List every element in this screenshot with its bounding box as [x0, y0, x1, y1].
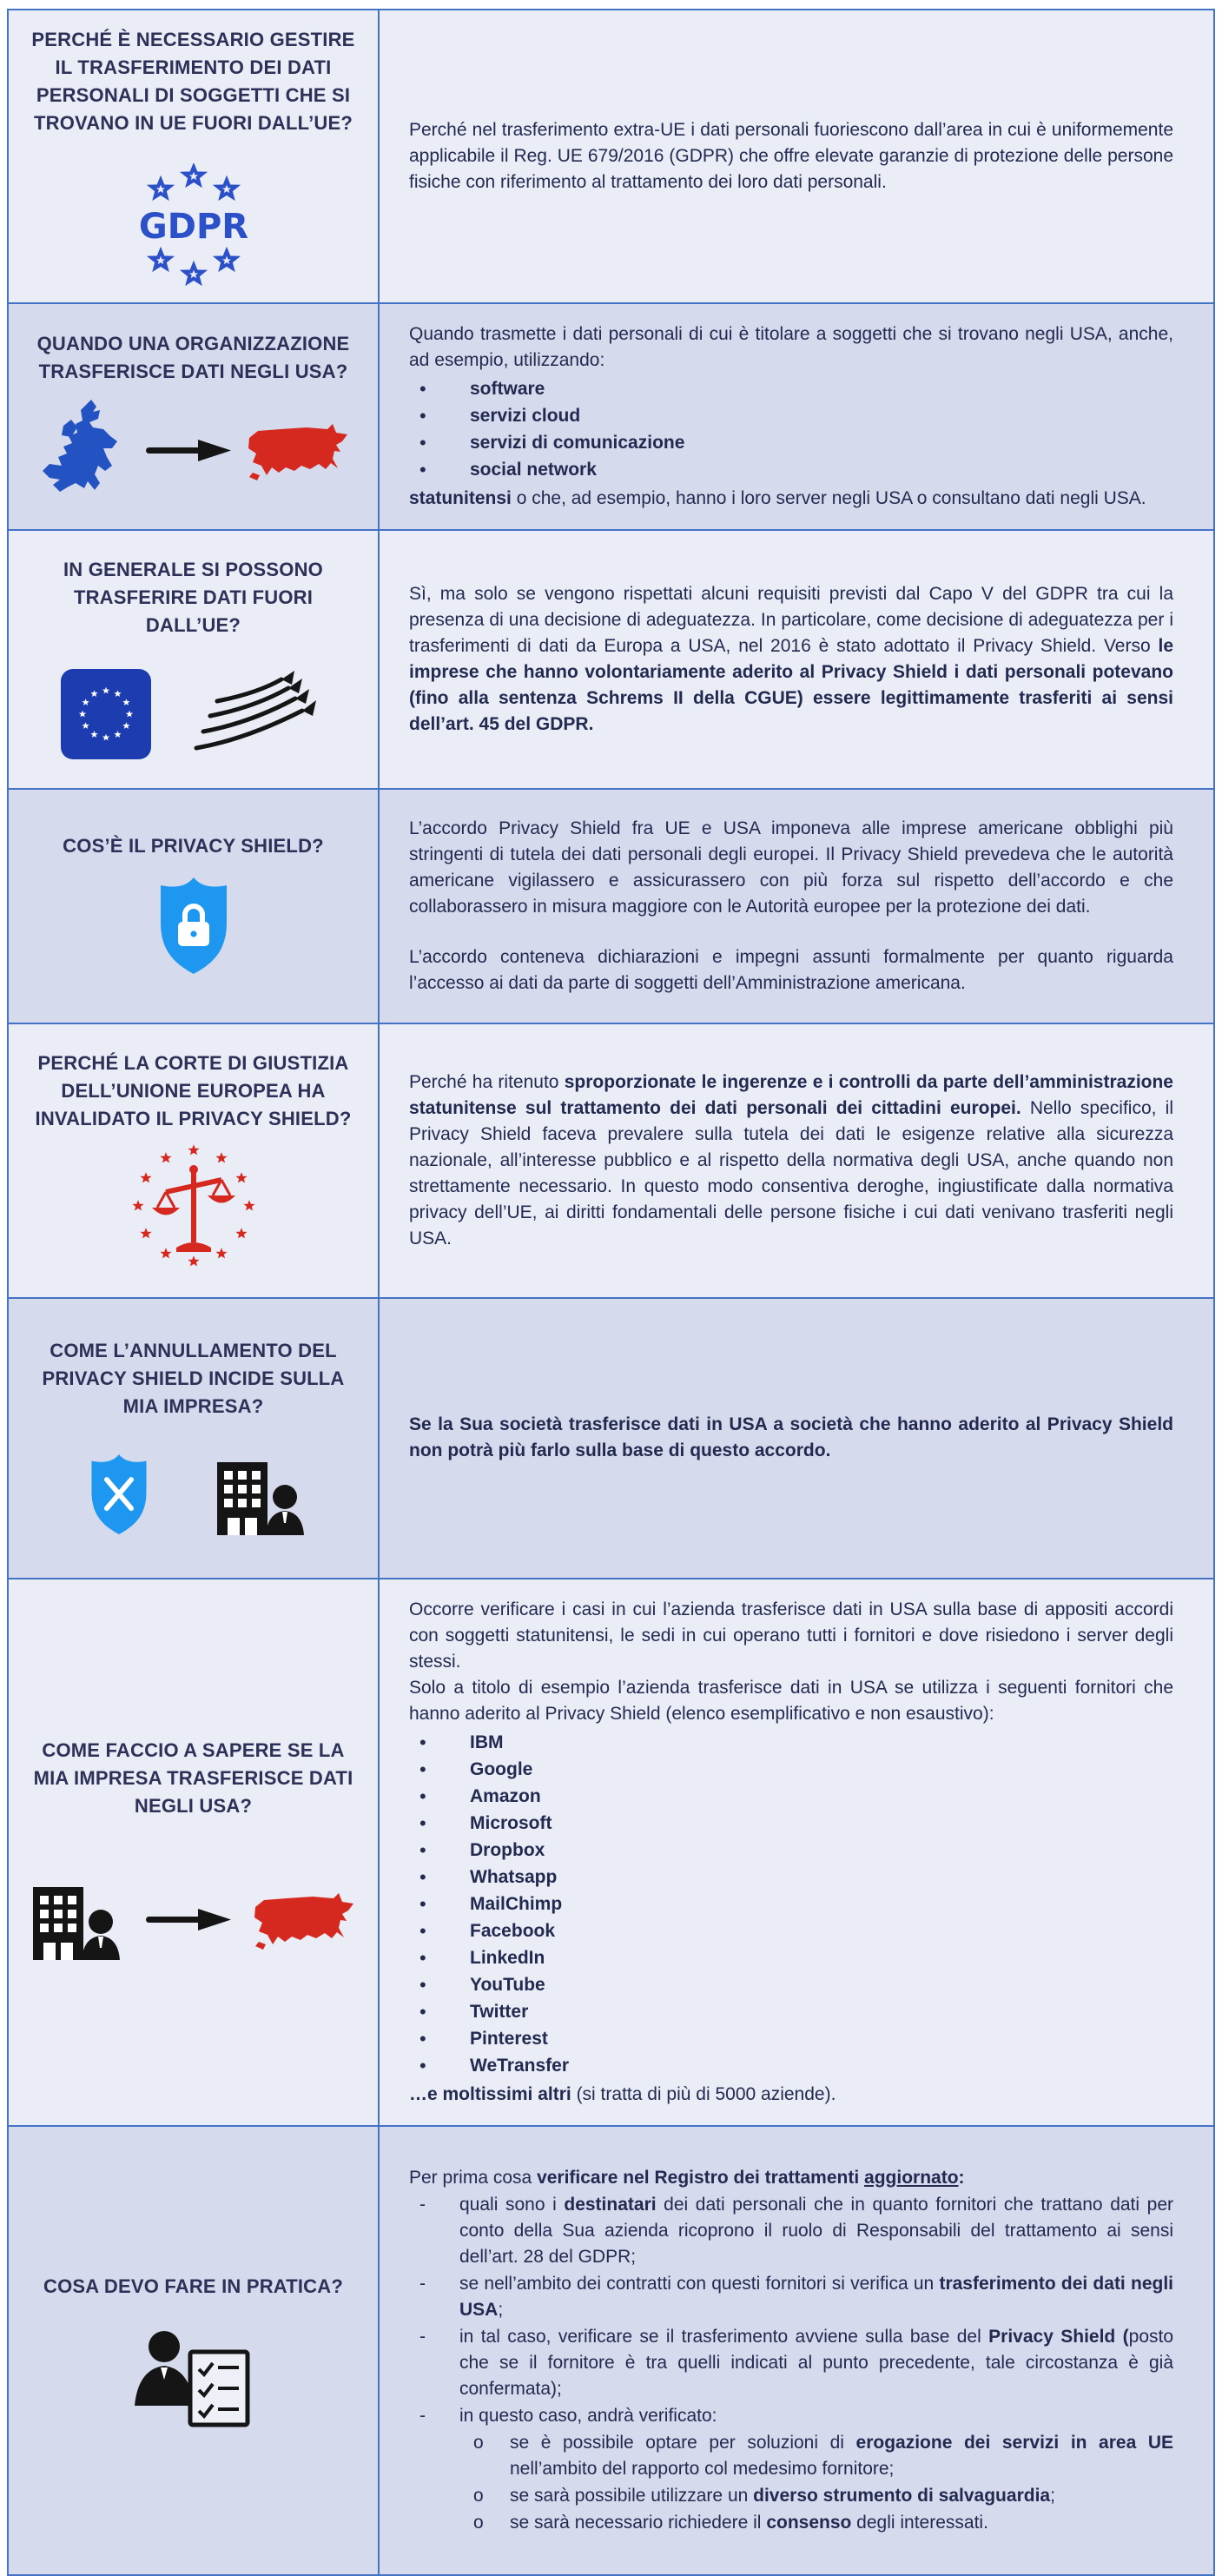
bullet-item [409, 1838, 1173, 1864]
bold-text: MailChimp [470, 1893, 563, 1914]
bullet-item [409, 1864, 1173, 1891]
bold-text: Privacy Shield ( [988, 2326, 1129, 2347]
arrowheads [281, 671, 316, 716]
table-row [9, 1023, 1213, 1297]
eu-flag-outbound-arrows-icon [59, 666, 328, 763]
bold-text: LinkedIn [470, 1947, 545, 1968]
paragraph: Per prima cosa verificare nel Registro dei trattamenti aggiornato: [409, 2167, 965, 2188]
table-row [9, 1578, 1213, 2125]
paragraph [409, 1412, 1173, 1464]
bold-text: trasferimento dei dati negli USA [459, 2273, 1173, 2320]
bold-text: verificare nel Registro dei trattamenti [537, 2167, 865, 2188]
bullet-item [409, 1757, 1173, 1783]
answer-cell-8 [380, 2127, 1213, 2574]
eu-to-usa-transfer-icon [37, 398, 350, 502]
bold-text: social network [470, 459, 597, 480]
sub-item-text: se sarà necessario richiedere il consenso degli interessati. [510, 2513, 988, 2533]
table-row [9, 10, 1213, 302]
bullet-item [409, 1999, 1173, 2025]
bold-text: servizi di comunicazione [470, 432, 685, 453]
bullet-list [409, 375, 1173, 484]
bullet-item [409, 2053, 1173, 2079]
question-text: COME FACCIO A SAPERE SE LA MIA IMPRESA TRASFERISCE DATI NEGLI USA? [33, 1738, 353, 1817]
question-text: PERCHÉ È NECESSARIO GESTIRE IL TRASFERIMENTO DEI DATI PERSONALI DI SOGGETTI CHE SI TROVANO IN UE FUORI DALL’UE? [31, 29, 355, 134]
bold-text: IBM [470, 1732, 504, 1752]
bullet-item [409, 403, 1173, 429]
table-row [9, 1297, 1213, 1578]
paragraph: L’accordo Privacy Shield fra UE e USA imponeva alle imprese americane obblighi più stringenti di tutela dei dati personali degli europei. Il Privacy Shield prevedeva che le autorità americane vigilassero e assicurassero con più forza sul rispetto dell’accordo e che collaborassero in misura maggiore con le Autorità europee per la protezione dei dati. [409, 818, 1173, 917]
gdpr-icon-label: GDPR [138, 206, 248, 247]
bold-text: Microsoft [470, 1812, 552, 1833]
question-cell-3 [9, 531, 380, 788]
shield-lock-icon [150, 872, 237, 979]
company-to-usa-icon [24, 1872, 363, 1968]
paragraph: Perché ha ritenuto sproporzionate le ingerenze e i controlli da parte dell’amministrazione statunitense sul trattamento dei dati personali dei cittadini europei. Nello specifico, il Privacy Shield faceva prevalere sulla tutela dei dati le esigenze relative alla sicurezza nazionale, all’interesse pubblico e al rispetto della normativa degli USA, anche quando non strettamente necessario. In questo modo consentiva deroghe, ingiustificate dalla normativa privacy dell’UE, ai diritti fondamentali delle persone fisiche i cui dati venivano trasferiti negli USA. [409, 1071, 1173, 1248]
underlined-text: aggiornato [864, 2167, 959, 2188]
bold-text: sproporzionate le ingerenze e i controlli da parte dell’amministrazione statunitense sul trattamento dei dati personali dei cittadini europei. [409, 1071, 1173, 1118]
bullet-item [409, 1784, 1173, 1810]
dash-item [409, 2403, 1173, 2429]
bold-text: servizi cloud [470, 405, 581, 426]
bold-text: le imprese che hanno volontariamente aderito al Privacy Shield i dati personali potevano (fino alla sentenza Schrems II della CGUE) essere legittimamente trasferiti ai sensi dell’art. 45 del GDPR. [409, 635, 1173, 734]
company-person-icon [33, 1887, 120, 1960]
bullet-item [409, 376, 1173, 402]
paragraph: L’accordo conteneva dichiarazioni e impegni assunti formalmente per quanto riguarda l’accesso ai dati da parte di soggetti dell’Amministrazione americana. [409, 946, 1173, 993]
dash-item [409, 2192, 1173, 2270]
circle-marker: o [473, 2486, 484, 2506]
bold-text: Amazon [470, 1785, 541, 1806]
bold-text: : [958, 2167, 965, 2188]
table-row [9, 2125, 1213, 2574]
question-cell-1 [9, 10, 380, 302]
answer-cell-7 [380, 1579, 1213, 2125]
usa-map-icon [248, 424, 347, 480]
usa-map-icon [254, 1893, 353, 1950]
bold-text: diverso strumento di salvaguardia [753, 2486, 1051, 2506]
answer-cell-2 [380, 304, 1213, 529]
bold-text: consenso [766, 2513, 852, 2533]
question-text: COSA DEVO FARE IN PRATICA? [43, 2275, 343, 2297]
bold-text: Pinterest [470, 2028, 548, 2049]
dash-item-text: se nell’ambito dei contratti con questi fornitori si verifica un trasferimento dei dati negli USA; [459, 2273, 1173, 2320]
person-icon [135, 2331, 194, 2406]
dash-marker: - [419, 2194, 426, 2215]
table-row [9, 529, 1213, 788]
bullet-item [409, 2026, 1173, 2052]
bold-text: WeTransfer [470, 2055, 569, 2076]
dash-marker: - [419, 2326, 426, 2347]
bullet-item [409, 1730, 1173, 1756]
bold-text: …e moltissimi altri [409, 2083, 571, 2104]
paragraph: Solo a titolo di esempio l’azienda trasferisce dati in USA se utilizza i seguenti fornitori che hanno aderito al Privacy Shield (elenco esemplificativo e non esaustivo): [409, 1677, 1173, 1724]
bullet-item [409, 1945, 1173, 1971]
bullet-item [409, 1811, 1173, 1837]
answer-cell-4 [380, 790, 1213, 1023]
sub-item [461, 2430, 1173, 2482]
question-cell-2 [9, 304, 380, 529]
europe-map-icon [43, 400, 117, 492]
gdpr-stars-icon [124, 163, 263, 287]
person-checklist-icon [124, 2326, 263, 2428]
paragraph: Occorre verificare i casi in cui l’azienda trasferisce dati in USA sulla base di appositi accordi con soggetti statunitensi, le sedi in cui operano tutti i fornitori e dove risiedono i server degli stessi. [409, 1599, 1173, 1672]
paragraph: statunitensi o che, ad esempio, hanno i loro server negli USA o consultano dati negli USA. [409, 487, 1146, 508]
bullet-item [409, 430, 1173, 456]
table-row [9, 788, 1213, 1023]
bold-text: Google [470, 1758, 533, 1779]
question-cell-8 [9, 2127, 380, 2574]
bullet-item [409, 1918, 1173, 1944]
question-text: COME L’ANNULLAMENTO DEL PRIVACY SHIELD INCIDE SULLA MIA IMPRESA? [42, 1340, 345, 1418]
table-row [9, 302, 1213, 529]
bold-text: Se la Sua società trasferisce dati in USA a società che hanno aderito al Privacy Shield non potrà più farlo sulla base di questo accordo. [409, 1414, 1173, 1461]
sub-item-text: se è possibile optare per soluzioni di erogazione dei servizi in area UE nell’ambito del rapporto col medesimo fornitore; [510, 2433, 1174, 2480]
bold-text: Facebook [470, 1920, 556, 1941]
question-cell-7 [9, 1579, 380, 2125]
dash-item-text: in tal caso, verificare se il trasferimento avviene sulla base del Privacy Shield (posto che se il fornitore è tra quelli indicati al punto precedente, tale circostanza è già confermata); [459, 2326, 1174, 2399]
dash-item [409, 2324, 1173, 2402]
dash-item-text: in questo caso, andrà verificato: [459, 2406, 717, 2426]
bold-text: Twitter [470, 2001, 529, 2022]
bold-text: erogazione dei servizi in area UE [855, 2433, 1174, 2453]
question-text: QUANDO UNA ORGANIZZAZIONE TRASFERISCE DATI NEGLI USA? [36, 333, 350, 383]
bold-text: Whatsapp [470, 1866, 558, 1887]
eu-flag-icon [61, 669, 151, 759]
dash-item-text: quali sono i destinatari dei dati personali che in quanto fornitori che trattano dati per conto della Sua azienda ricoprono il ruolo di Responsabili del trattamento ai sensi dell’art. 28 del GDPR; [459, 2194, 1173, 2267]
bullet-item [409, 457, 1173, 483]
sub-item-text: se sarà possibile utilizzare un diverso strumento di salvaguardia; [510, 2486, 1055, 2506]
shield-x-icon [82, 1450, 156, 1539]
paragraph: Perché nel trasferimento extra-UE i dati personali fuoriescono dall’area in cui è uniformemente applicabile il Reg. UE 679/2016 (GDPR) che offre elevate garanzie di protezione delle persone fisiche con riferimento al trattamento dei loro dati personali. [409, 119, 1173, 192]
bold-text: statunitensi [409, 487, 512, 508]
bullet-item [409, 1891, 1173, 1917]
question-text: COS’È IL PRIVACY SHIELD? [63, 835, 324, 858]
answer-cell-5 [380, 1024, 1213, 1297]
bold-text: YouTube [470, 1974, 545, 1995]
scales-icon [152, 1165, 235, 1252]
paragraph: …e moltissimi altri (si tratta di più di 5000 aziende). [409, 2083, 836, 2104]
arrow-right-icon [146, 440, 231, 461]
dash-marker: - [419, 2406, 426, 2426]
checklist-icon [190, 2352, 248, 2425]
icon-group [82, 1450, 306, 1539]
sub-item [461, 2510, 1173, 2536]
outbound-arrows-icon [196, 679, 302, 748]
faq-table [7, 9, 1215, 2576]
answer-cell-3 [380, 531, 1213, 788]
question-cell-6 [9, 1299, 380, 1578]
circle-marker: o [473, 2433, 484, 2453]
paragraph: Sì, ma solo se vengono rispettati alcuni requisiti previsti dal Capo V del GDPR tra cui la presenza di una decisione di adeguatezza. In particolare, come decisione di adeguatezza per i trasferimenti di dati da Europa a USA, nel 2016 è stato adottato il Privacy Shield. Verso le imprese che hanno volontariamente aderito al Privacy Shield i dati personali potevano (fino alla sentenza Schrems II della CGUE) essere legittimamente trasferiti ai sensi dell’art. 45 del GDPR. [409, 583, 1173, 734]
answer-cell-6 [380, 1299, 1213, 1578]
dash-item [409, 2271, 1173, 2323]
justice-scales-stars-icon [129, 1142, 259, 1272]
question-text: IN GENERALE SI POSSONO TRASFERIRE DATI FUORI DALL’UE? [63, 558, 323, 636]
question-cell-4 [9, 790, 380, 1023]
arrow-right-icon [146, 1909, 231, 1930]
bold-text: Dropbox [470, 1839, 545, 1860]
bold-text: destinatari [564, 2194, 657, 2215]
company-person-icon [217, 1452, 306, 1537]
paragraph: Quando trasmette i dati personali di cui è titolare a soggetti che si trovano negli USA, anche, ad esempio, utilizzando: [409, 323, 1173, 370]
bullet-item [409, 1972, 1173, 1998]
dash-marker: - [419, 2273, 426, 2294]
question-cell-5 [9, 1024, 380, 1297]
bullet-list [409, 1729, 1173, 2080]
answer-cell-1 [380, 10, 1213, 302]
question-text: PERCHÉ LA CORTE DI GIUSTIZIA DELL’UNIONE EUROPEA HA INVALIDATO IL PRIVACY SHIELD? [35, 1051, 352, 1129]
bold-text: software [470, 378, 545, 399]
sub-item [461, 2483, 1173, 2509]
circle-marker: o [473, 2513, 484, 2533]
